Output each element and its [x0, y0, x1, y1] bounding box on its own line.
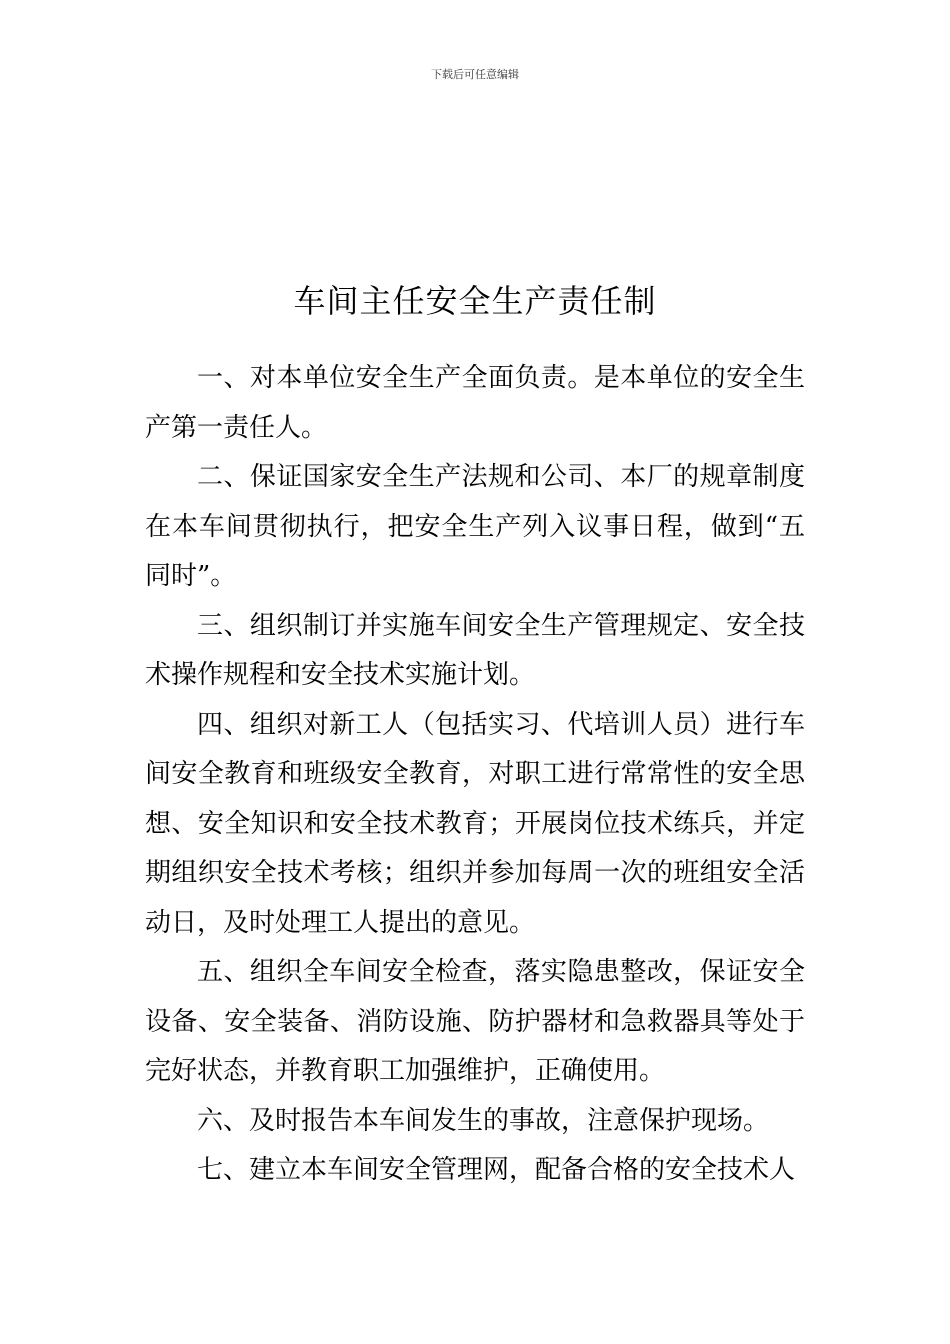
document-title: 车间主任安全生产责任制	[293, 282, 657, 320]
paragraph-2: 二、保证国家安全生产法规和公司、本厂的规章制度在本车间贯彻执行，把安全生产列入议事日程，做到“五同时”。	[145, 462, 805, 591]
paragraph-7: 七、建立本车间安全管理网，配备合格的安全技术人	[197, 1155, 796, 1185]
paragraph-6: 六、及时报告本车间发生的事故，注意保护现场。	[197, 1105, 770, 1136]
paragraph-5: 五、组织全车间安全检查，落实隐患整改，保证安全设备、安全装备、消防设施、防护器材和急救器具等处于完好状态，并教育职工加强维护，正确使用。	[145, 957, 805, 1086]
document-body	[145, 354, 805, 1196]
header-note: 下载后可任意编辑	[431, 68, 519, 81]
paragraph-3: 三、组织制订并实施车间安全生产管理规定、安全技术操作规程和安全技术实施计划。	[145, 610, 805, 690]
paragraph-1: 一、对本单位安全生产全面负责。是本单位的安全生产第一责任人。	[145, 363, 805, 443]
paragraph-4: 四、组织对新工人（包括实习、代培训人员）进行车间安全教育和班级安全教育，对职工进行常常性的安全思想、安全知识和安全技术教育；开展岗位技术练兵，并定期组织安全技术考核；组织并参加每周一次的班组安全活动日，及时处理工人提出的意见。	[145, 709, 805, 938]
